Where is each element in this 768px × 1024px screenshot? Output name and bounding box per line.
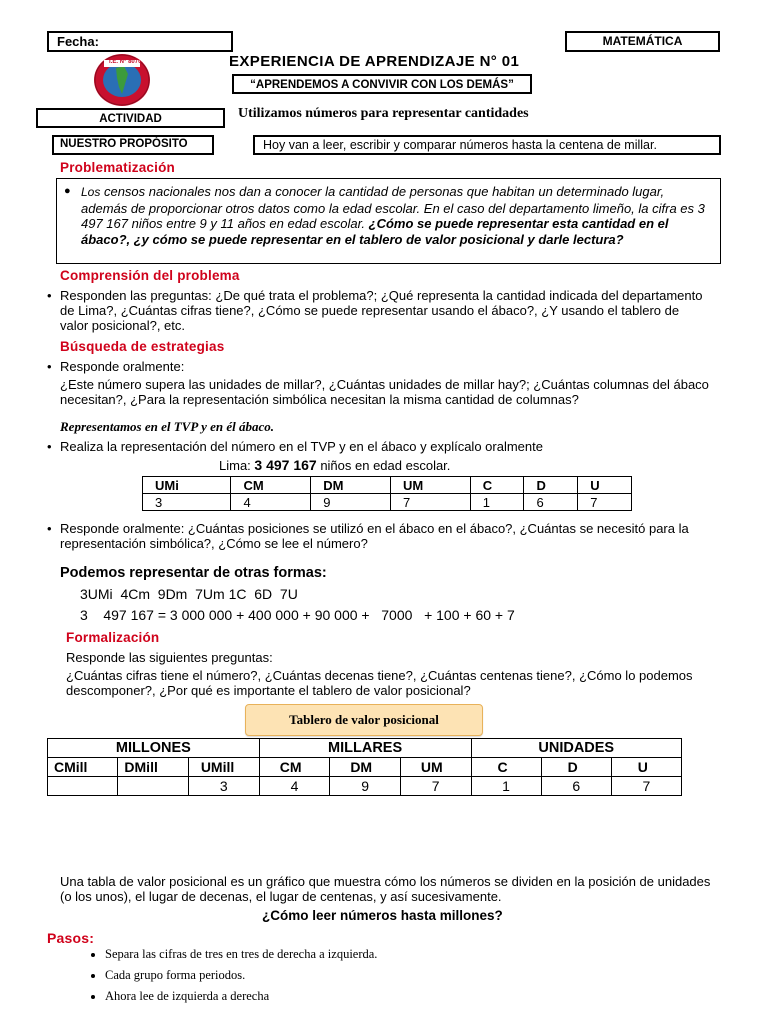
tvp-column-header: C xyxy=(471,758,541,777)
small-tvp-cell[interactable]: 6 xyxy=(524,494,578,511)
tvp-value-cell[interactable]: 7 xyxy=(400,777,471,796)
activity-box xyxy=(36,108,225,128)
small-tvp-cell[interactable]: 4 xyxy=(231,494,311,511)
tvp-value-cell[interactable]: 7 xyxy=(611,777,681,796)
strategies-heading: Búsqueda de estrategias xyxy=(60,339,225,354)
tvp-column-header: DMill xyxy=(118,758,188,777)
subtitle: “APRENDEMOS A CONVIVIR CON LOS DEMÁS” xyxy=(250,79,514,91)
small-tvp-header: UMi xyxy=(143,477,231,494)
tvp-value-cell[interactable]: 3 xyxy=(188,777,259,796)
problem-body: censos nacionales nos dan a conocer la cantidad de personas que habitan un determinado lugar, además de proporcionar otros datos como la edad escolar. En el caso del departamento limeño, la cifra es 3 497 167 niños entre 9 y 11 años en edad escolar. xyxy=(81,184,705,231)
tvp-column-header: DM xyxy=(330,758,401,777)
oral-questions: • Responde oralmente: ¿Cuántas posiciones se utilizó en el ábaco en el ábaco?, ¿Cuántas se necesitó para la representación simbólica?, ¿Cómo se lee el número? xyxy=(60,521,710,551)
comprehension-text: • Responden las preguntas: ¿De qué trata el problema?; ¿Qué representa la cantidad indicada del departamento de Lima?, ¿Cuántas cifras tiene?, ¿Cómo se puede representar usando el ábaco?, ¿Y usando el tablero de valor posicional?, etc. xyxy=(60,288,705,333)
tvp-value-cell[interactable] xyxy=(48,777,118,796)
tvp-group-header: MILLARES xyxy=(259,739,471,758)
problem-bullet: ● xyxy=(64,185,71,197)
purpose-text-box xyxy=(253,135,721,155)
subject-label: MATEMÁTICA xyxy=(602,34,683,48)
date-label: Fecha: xyxy=(57,34,99,49)
small-tvp-cell[interactable]: 7 xyxy=(390,494,470,511)
step-item: • Separa las cifras de tres en tres de derecha a izquierda. xyxy=(105,944,377,965)
tvp-column-header: CMill xyxy=(48,758,118,777)
tvp-column-header: CM xyxy=(259,758,330,777)
lima-number: 3 497 167 xyxy=(254,457,317,473)
strategies-subheading: Representamos en el TVP y en él ábaco. xyxy=(60,419,274,434)
small-tvp-table xyxy=(142,476,632,511)
small-tvp-header: D xyxy=(524,477,578,494)
activity-title: Utilizamos números para representar cantidades xyxy=(238,106,529,121)
tvp-column-header: U xyxy=(611,758,681,777)
purpose-text: Hoy van a leer, escribir y comparar números hasta la centena de millar. xyxy=(263,138,657,152)
problem-question: ¿Cómo se puede representar esta cantidad en el ábaco?, ¿y cómo se puede representar en el tablero de valor posicional y darle lectura? xyxy=(81,216,669,247)
purpose-label: NUESTRO PROPÓSITO xyxy=(60,138,188,150)
lima-suffix: niños en edad escolar. xyxy=(316,458,451,473)
small-tvp-header: CM xyxy=(231,477,311,494)
tvp-value-cell[interactable]: 9 xyxy=(330,777,401,796)
tvp-group-header: MILLONES xyxy=(48,739,260,758)
other-forms-line2: 3 497 167 = 3 000 000 + 400 000 + 90 000 + 7000 + 100 + 60 + 7 xyxy=(80,607,515,623)
lima-line xyxy=(219,458,450,473)
date-box[interactable] xyxy=(47,31,233,52)
strategies-text: ¿Este número supera las unidades de millar?, ¿Cuántas unidades de millar hay?; ¿Cuántas columnas del ábaco necesitan?, ¿Para la representación simbólica necesitan la misma cantidad de columnas? xyxy=(60,377,709,407)
school-logo xyxy=(94,54,150,106)
tvp-column-header: UMill xyxy=(188,758,259,777)
read-question: ¿Cómo leer números hasta millones? xyxy=(262,908,503,923)
tvp-explanation: Una tabla de valor posicional es un gráfico que muestra cómo los números se dividen en la posición de unidades (o los unos), el lugar de decenas, el lugar de centenas, y así sucesivamente. xyxy=(60,874,711,904)
small-tvp-cell[interactable]: 9 xyxy=(311,494,391,511)
steps-heading: Pasos: xyxy=(47,930,95,946)
tvp-value-cell[interactable]: 6 xyxy=(541,777,611,796)
other-forms-heading: Podemos representar de otras formas: xyxy=(60,565,327,581)
small-tvp-cell[interactable]: 1 xyxy=(470,494,524,511)
subject-box xyxy=(565,31,720,52)
formalization-intro: Responde las siguientes preguntas: xyxy=(66,650,273,665)
other-forms-line1: 3UMi 4Cm 9Dm 7Um 1C 6D 7U xyxy=(80,586,298,602)
lima-prefix: Lima: xyxy=(219,458,255,473)
step-item: • Cada grupo forma periodos. xyxy=(105,965,377,986)
tvp-group-header: UNIDADES xyxy=(471,739,682,758)
tvp-title: Tablero de valor posicional xyxy=(289,712,439,727)
problem-box xyxy=(56,178,721,264)
small-tvp-cell[interactable]: 7 xyxy=(578,494,632,511)
problem-heading: Problematización xyxy=(60,160,175,175)
comprehension-heading: Comprensión del problema xyxy=(60,268,240,283)
strategies-bullet: • Responde oralmente: xyxy=(60,359,184,374)
activity-label: ACTIVIDAD xyxy=(99,113,162,125)
small-tvp-header: DM xyxy=(311,477,391,494)
problem-lead-word: Los xyxy=(81,185,101,199)
steps-list xyxy=(68,944,377,1007)
tvp-title-box xyxy=(245,704,483,736)
tvp-column-header: UM xyxy=(400,758,471,777)
tvp-table xyxy=(47,738,682,796)
school-logo-text: I.E. N° 80763 xyxy=(109,59,145,65)
tvp-value-cell[interactable]: 4 xyxy=(259,777,330,796)
formalization-heading: Formalización xyxy=(66,630,160,645)
page-title: EXPERIENCIA DE APRENDIZAJE N° 01 xyxy=(229,53,520,70)
small-tvp-header: U xyxy=(578,477,632,494)
formalization-questions: ¿Cuántas cifras tiene el número?, ¿Cuántas decenas tiene?, ¿Cuántas centenas tiene?, ¿Cómo lo podemos descomponer?, ¿Por qué es importante el tablero de valor posicional? xyxy=(66,668,693,698)
small-tvp-cell[interactable]: 3 xyxy=(143,494,231,511)
small-tvp-header: UM xyxy=(390,477,470,494)
subtitle-box xyxy=(232,74,532,94)
tvp-value-cell[interactable] xyxy=(118,777,188,796)
tvp-value-cell[interactable]: 1 xyxy=(471,777,541,796)
strategies-instruction: • Realiza la representación del número en el TVP y en el ábaco y explícalo oralmente xyxy=(60,439,543,454)
purpose-box xyxy=(52,135,214,155)
small-tvp-header: C xyxy=(470,477,524,494)
step-item: • Ahora lee de izquierda a derecha xyxy=(105,986,377,1007)
tvp-column-header: D xyxy=(541,758,611,777)
problem-text xyxy=(64,184,713,247)
